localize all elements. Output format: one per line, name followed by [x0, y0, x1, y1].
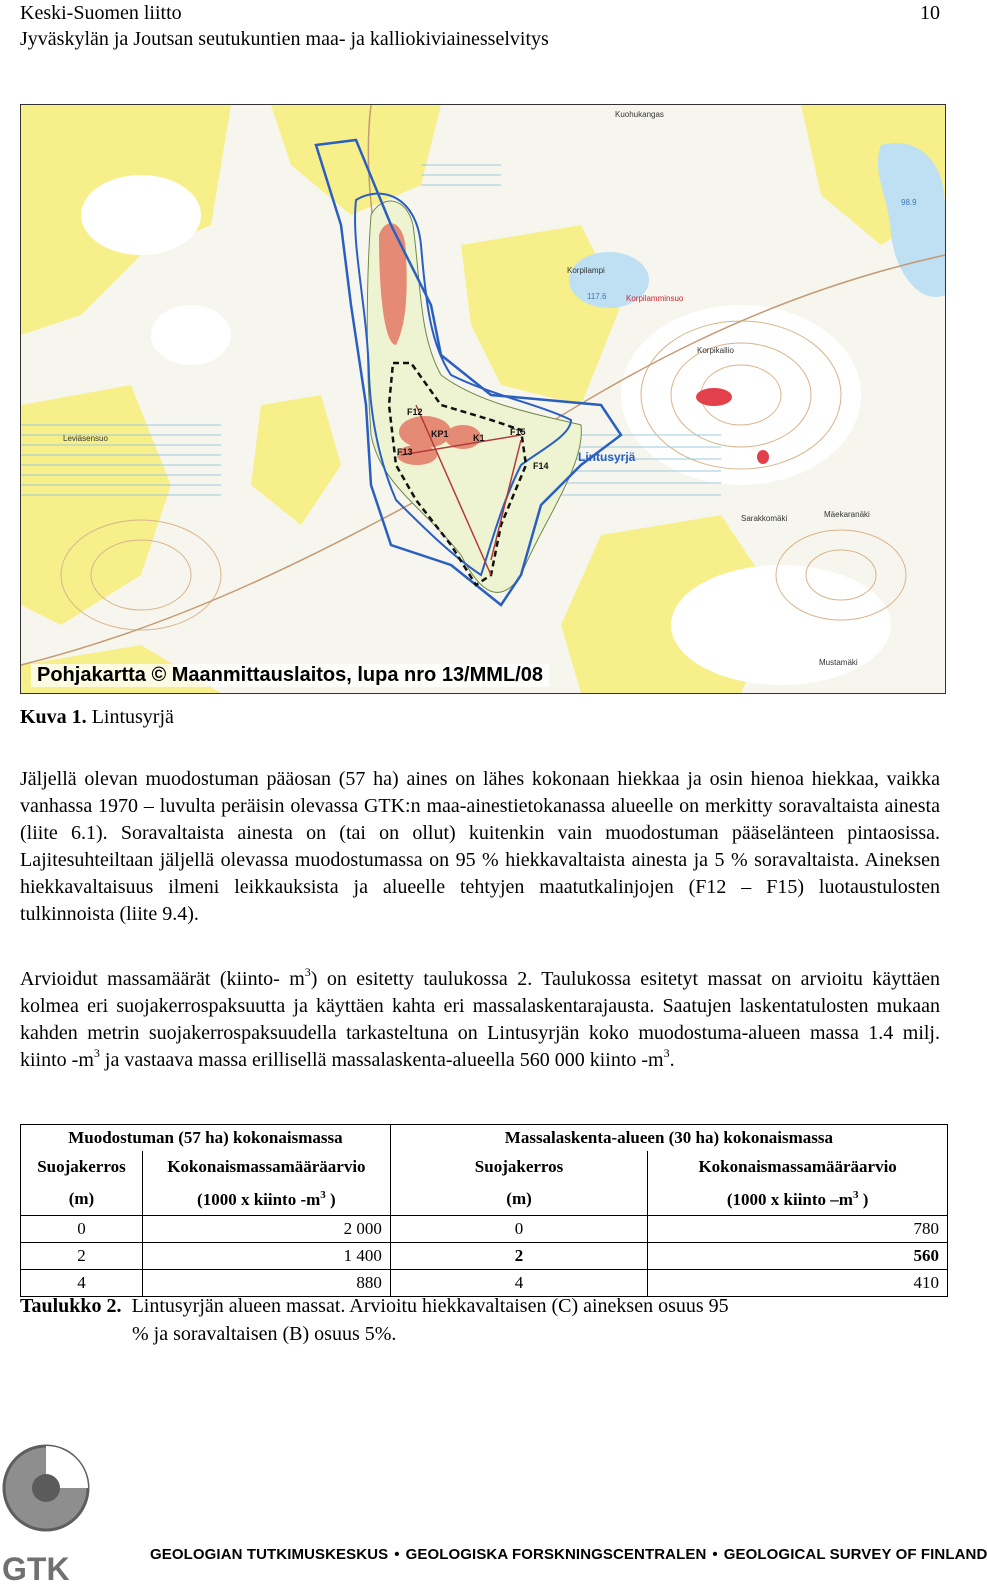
- label-leviasensuo: Leviäsensuo: [63, 434, 108, 443]
- table-cell: 4: [21, 1270, 143, 1297]
- paragraph-2-sup-a: 3: [304, 965, 311, 979]
- table-col4-title: Kokonaismassamääräarvio: [648, 1151, 948, 1183]
- label-korpilampi: Korpilampi: [567, 266, 605, 275]
- label-korpikallio: Korpikallio: [697, 346, 734, 355]
- table-cell: 410: [648, 1270, 948, 1297]
- table-col2-unit: (1000 x kiinto $-m^3$ ): [142, 1183, 390, 1216]
- label-lintusyrja: Lintusyrjä: [578, 450, 636, 464]
- table-cell: 560: [648, 1243, 948, 1270]
- label-korpilamminsuo: Korpilamminsuo: [626, 294, 684, 303]
- map-image: [21, 105, 945, 693]
- footer-org-sv: GEOLOGISKA FORSKNINGSCENTRALEN: [405, 1546, 707, 1563]
- paragraph-1: Jäljellä olevan muodostuman pääosan (57 ha) aines on lähes kokonaan hiekkaa ja osin hienoa hiekkaa, vaikka vanhassa 1970 – luvulta peräisin olevassa GTK:n maa-ainestietokanassa alueelle on merkitty soravaltaista ainesta (liite 6.1). Soravaltaista ainesta on (tai on ollut) kuitenkin vain muodostuman pääselänteen pintaosissa. Lajitesuhteiltaan jäljellä olevassa muodostumassa on 95 % hiekkavaltaista ainesta ja 5 % soravaltaista. Aineksen hiekkavaltaisuus ilmeni leikkauksista ja alueelle tehtyjen maatutkalinjojen (F12 – F15) luotaustulosten tulkinnoista (liite 9.4).: [20, 768, 940, 925]
- table-group-right: Massalaskenta-alueen (30 ha) kokonaismassa: [390, 1125, 947, 1152]
- footer-org-fi: GEOLOGIAN TUTKIMUSKESKUS: [150, 1546, 389, 1563]
- table-row: [21, 1243, 948, 1270]
- table-cell: 0: [390, 1216, 647, 1243]
- mass-table: [20, 1124, 948, 1297]
- label-kuohukangas: Kuohukangas: [615, 110, 664, 119]
- table-col4-unit: (1000 x kiinto $-m^3$ ): [648, 1183, 948, 1216]
- label-elevation-1176: 117.6: [587, 292, 607, 301]
- table-caption: [20, 1292, 920, 1348]
- map-credit: Pohjakartta © Maanmittauslaitos, lupa nro 13/MML/08: [31, 664, 549, 687]
- document-header: [20, 0, 549, 52]
- label-sarakkomaki: Sarakkomäki: [741, 514, 788, 523]
- figure-caption-text: Lintusyrjä: [91, 706, 174, 728]
- figure-caption-label: Kuva 1.: [20, 706, 87, 728]
- table-cell: 2: [390, 1243, 647, 1270]
- table-cell: 0: [21, 1216, 143, 1243]
- label-lake-elevation: 98.9: [901, 198, 917, 207]
- table-cell: 1 400: [142, 1243, 390, 1270]
- table-col2-title: Kokonaismassamääräarvio: [142, 1151, 390, 1183]
- paragraph-2-part-b: ) on esitetty taulukossa 2. Taulukossa esitetyt massat on arvioitu käyttäen kolmea eri suojakerrospaksuutta ja käyttäen kahta eri massalaskentarajausta. Saatujen laskentatulosten mukaan kahden metrin suojakerrospaksuudella tarkasteltuna on Lintusyrjän koko muodostuma-alueen massa 1.4 milj. kiinto -m: [20, 968, 941, 1071]
- logo-text: GTK: [2, 1551, 70, 1587]
- table-row: [21, 1216, 948, 1243]
- footer-org-en: GEOLOGICAL SURVEY OF FINLAND: [723, 1546, 987, 1563]
- figure-caption: [20, 706, 174, 729]
- paragraph-2-part-c: ja vastaava massa erillisellä massalaskenta-alueella 560 000 kiinto -m: [99, 1049, 664, 1071]
- paragraph-2: [20, 966, 940, 1074]
- footer-separator: •: [394, 1546, 400, 1563]
- table-cell: 4: [390, 1270, 647, 1297]
- table-col1-unit: (m): [21, 1183, 143, 1216]
- table-caption-line2: % ja soravaltaisen (B) osuus 5%.: [132, 1323, 397, 1345]
- footer-organizations: [150, 1546, 987, 1563]
- label-f15: F15: [510, 427, 526, 437]
- label-f14: F14: [533, 461, 549, 471]
- table-caption-line1: Lintusyrjän alueen massat. Arvioitu hiekkavaltaisen (C) aineksen osuus 95: [131, 1295, 729, 1317]
- label-k1: K1: [473, 433, 485, 443]
- gtk-logo: [0, 1440, 110, 1587]
- label-mustamaki: Mustamäki: [819, 658, 858, 667]
- paragraph-2-part-a: Arvioidut massamäärät (kiinto- m: [20, 968, 305, 990]
- table-cell: 780: [648, 1216, 948, 1243]
- table-col3-unit: (m): [390, 1183, 647, 1216]
- table-cell: 2: [21, 1243, 143, 1270]
- paragraph-2-sup-c: 3: [663, 1046, 670, 1060]
- header-report-title: Jyväskylän ja Joutsan seutukuntien maa- ja kalliokiviainesselvitys: [20, 28, 549, 50]
- table-col3-title: Suojakerros: [390, 1151, 647, 1183]
- label-kp1: KP1: [431, 429, 449, 439]
- page-number: 10: [920, 2, 940, 24]
- paragraph-2-sup-b: 3: [93, 1046, 100, 1060]
- table-cell: 2 000: [142, 1216, 390, 1243]
- table-group-left: Muodostuman (57 ha) kokonaismassa: [21, 1125, 391, 1152]
- table-cell: 880: [142, 1270, 390, 1297]
- label-f12: F12: [407, 407, 423, 417]
- header-organization: Keski-Suomen liitto: [20, 2, 182, 24]
- map-figure: [20, 104, 946, 694]
- label-f13: F13: [397, 447, 413, 457]
- table-col1-title: Suojakerros: [21, 1151, 143, 1183]
- footer-separator: •: [712, 1546, 718, 1563]
- paragraph-2-part-d: .: [669, 1049, 675, 1071]
- table-caption-label: Taulukko 2.: [20, 1295, 122, 1317]
- label-maekaranaki: Mäekaranäki: [824, 510, 870, 519]
